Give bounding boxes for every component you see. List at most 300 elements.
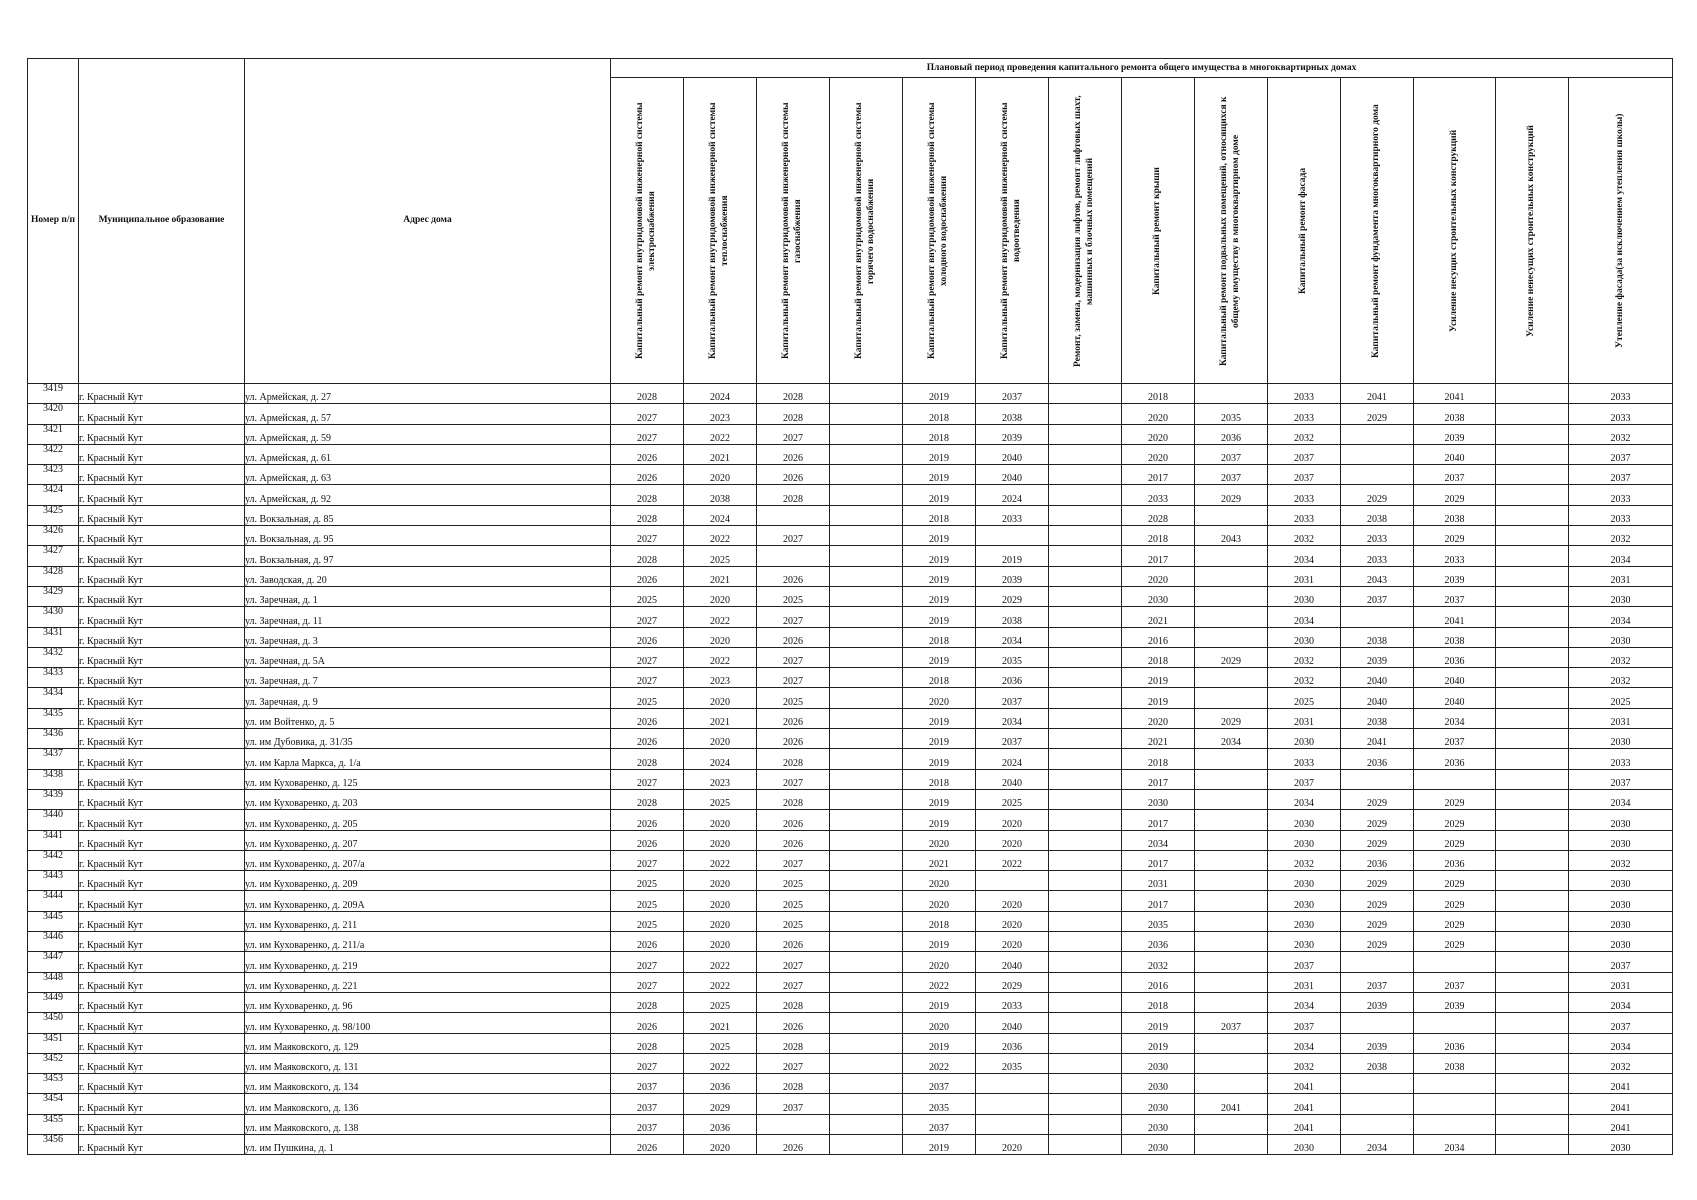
row-year-cell: 2037 — [1195, 444, 1268, 464]
row-year-cell — [1496, 424, 1569, 444]
row-year-cell — [1049, 1074, 1122, 1094]
row-year-cell — [1496, 1094, 1569, 1114]
row-year-cell: 2037 — [1268, 952, 1341, 972]
row-year-cell: 2017 — [1122, 465, 1195, 485]
row-year-cell: 2032 — [1268, 668, 1341, 688]
table-row — [28, 972, 1673, 992]
row-year-cell: 2034 — [976, 627, 1049, 647]
row-year-cell: 2037 — [1414, 972, 1496, 992]
row-year-cell: 2030 — [1268, 586, 1341, 606]
row-year-cell — [1195, 505, 1268, 525]
row-year-cell — [1049, 546, 1122, 566]
row-number: 3427 — [28, 546, 79, 566]
row-number: 3430 — [28, 607, 79, 627]
row-year-cell: 2022 — [684, 1053, 757, 1073]
row-year-cell: 2030 — [1268, 932, 1341, 952]
row-year-cell: 2029 — [1414, 871, 1496, 891]
row-address: ул. Заречная, д. 5А — [245, 647, 611, 667]
row-address: ул. Заречная, д. 9 — [245, 688, 611, 708]
row-year-cell: 2037 — [903, 1074, 976, 1094]
row-year-cell: 2043 — [1195, 526, 1268, 546]
table-row — [28, 729, 1673, 749]
row-year-cell: 2040 — [1414, 668, 1496, 688]
row-year-cell — [1049, 1053, 1122, 1073]
row-year-cell — [830, 627, 903, 647]
row-year-cell: 2022 — [903, 972, 976, 992]
row-year-cell: 2030 — [1122, 1053, 1195, 1073]
row-year-cell: 2028 — [757, 1033, 830, 1053]
row-year-cell: 2024 — [684, 505, 757, 525]
row-year-cell — [1195, 1074, 1268, 1094]
row-address: ул. им Куховаренко, д. 211 — [245, 911, 611, 931]
row-municipality: г. Красный Кут — [79, 607, 245, 627]
row-year-cell: 2037 — [1414, 729, 1496, 749]
row-year-cell: 2020 — [684, 932, 757, 952]
row-year-cell: 2038 — [1341, 1053, 1414, 1073]
row-year-cell: 2019 — [903, 647, 976, 667]
row-municipality: г. Красный Кут — [79, 972, 245, 992]
row-year-cell: 2029 — [976, 586, 1049, 606]
row-year-cell: 2036 — [1414, 647, 1496, 667]
row-year-cell — [830, 566, 903, 586]
row-year-cell: 2026 — [757, 932, 830, 952]
row-year-cell: 2027 — [611, 526, 684, 546]
row-year-cell — [1049, 566, 1122, 586]
row-year-cell: 2037 — [1414, 465, 1496, 485]
row-year-cell: 2027 — [757, 952, 830, 972]
row-year-cell: 2018 — [903, 627, 976, 647]
row-year-cell: 2029 — [1341, 830, 1414, 850]
row-municipality: г. Красный Кут — [79, 891, 245, 911]
row-year-cell: 2030 — [1122, 1114, 1195, 1134]
row-year-cell: 2029 — [1414, 789, 1496, 809]
header-work-6 — [976, 78, 1049, 384]
row-year-cell: 2038 — [976, 607, 1049, 627]
row-year-cell — [1496, 891, 1569, 911]
row-year-cell: 2030 — [1268, 891, 1341, 911]
row-year-cell — [830, 891, 903, 911]
row-year-cell — [1195, 850, 1268, 870]
row-year-cell: 2029 — [1414, 810, 1496, 830]
table-row — [28, 891, 1673, 911]
row-year-cell — [1496, 485, 1569, 505]
row-year-cell: 2037 — [976, 688, 1049, 708]
row-year-cell — [1496, 546, 1569, 566]
row-address: ул. им Куховаренко, д. 209 — [245, 871, 611, 891]
row-year-cell: 2017 — [1122, 769, 1195, 789]
row-year-cell: 2039 — [976, 566, 1049, 586]
row-year-cell: 2025 — [1268, 688, 1341, 708]
table-row — [28, 952, 1673, 972]
row-year-cell: 2033 — [976, 992, 1049, 1012]
row-number: 3425 — [28, 505, 79, 525]
row-year-cell: 2030 — [1122, 1074, 1195, 1094]
row-year-cell: 2034 — [1569, 546, 1673, 566]
row-number: 3443 — [28, 871, 79, 891]
row-year-cell: 2032 — [1268, 647, 1341, 667]
row-address: ул. им Куховаренко, д. 207 — [245, 830, 611, 850]
row-year-cell: 2027 — [611, 404, 684, 424]
row-year-cell: 2027 — [757, 850, 830, 870]
row-year-cell — [1496, 384, 1569, 404]
row-year-cell — [1496, 749, 1569, 769]
row-year-cell — [1341, 607, 1414, 627]
row-number: 3454 — [28, 1094, 79, 1114]
row-year-cell: 2036 — [684, 1114, 757, 1134]
row-year-cell — [830, 1013, 903, 1033]
row-year-cell: 2037 — [1268, 444, 1341, 464]
row-year-cell: 2025 — [757, 688, 830, 708]
row-year-cell — [1049, 992, 1122, 1012]
row-year-cell: 2028 — [757, 992, 830, 1012]
row-year-cell: 2031 — [1569, 708, 1673, 728]
row-municipality: г. Красный Кут — [79, 708, 245, 728]
table-row — [28, 1094, 1673, 1114]
row-year-cell: 2026 — [611, 465, 684, 485]
table-row — [28, 424, 1673, 444]
row-number: 3445 — [28, 911, 79, 931]
row-year-cell: 2030 — [1268, 627, 1341, 647]
row-number: 3436 — [28, 729, 79, 749]
row-year-cell: 2025 — [611, 586, 684, 606]
row-municipality: г. Красный Кут — [79, 871, 245, 891]
row-year-cell: 2025 — [684, 789, 757, 809]
row-year-cell: 2021 — [1122, 729, 1195, 749]
row-year-cell: 2037 — [1569, 1013, 1673, 1033]
row-year-cell: 2020 — [903, 1013, 976, 1033]
row-year-cell: 2019 — [903, 566, 976, 586]
row-year-cell: 2020 — [684, 627, 757, 647]
row-year-cell: 2033 — [1268, 485, 1341, 505]
row-municipality: г. Красный Кут — [79, 1053, 245, 1073]
row-year-cell — [1049, 688, 1122, 708]
row-year-cell — [1049, 749, 1122, 769]
row-year-cell: 2031 — [1268, 566, 1341, 586]
row-year-cell: 2029 — [684, 1094, 757, 1114]
row-year-cell: 2033 — [1268, 505, 1341, 525]
row-year-cell — [830, 384, 903, 404]
row-year-cell — [1049, 505, 1122, 525]
row-year-cell: 2036 — [1122, 932, 1195, 952]
row-year-cell: 2035 — [976, 647, 1049, 667]
row-year-cell: 2028 — [611, 1033, 684, 1053]
row-year-cell: 2031 — [1268, 972, 1341, 992]
row-municipality: г. Красный Кут — [79, 586, 245, 606]
row-year-cell: 2038 — [684, 485, 757, 505]
row-year-cell: 2036 — [1414, 1033, 1496, 1053]
row-year-cell — [1496, 1074, 1569, 1094]
row-year-cell: 2036 — [1195, 424, 1268, 444]
row-year-cell: 2018 — [903, 424, 976, 444]
row-year-cell — [1496, 505, 1569, 525]
row-year-cell: 2040 — [976, 444, 1049, 464]
row-year-cell: 2026 — [757, 729, 830, 749]
row-year-cell: 2028 — [611, 992, 684, 1012]
row-year-cell — [830, 505, 903, 525]
table-row — [28, 850, 1673, 870]
row-municipality: г. Красный Кут — [79, 749, 245, 769]
row-year-cell: 2037 — [1268, 465, 1341, 485]
row-year-cell: 2032 — [1122, 952, 1195, 972]
row-year-cell: 2018 — [1122, 526, 1195, 546]
row-address: ул. им Куховаренко, д. 207/а — [245, 850, 611, 870]
row-year-cell — [1049, 485, 1122, 505]
row-year-cell: 2025 — [976, 789, 1049, 809]
row-year-cell — [1496, 607, 1569, 627]
row-address: ул. им Куховаренко, д. 125 — [245, 769, 611, 789]
table-row — [28, 911, 1673, 931]
row-year-cell — [1195, 546, 1268, 566]
row-year-cell: 2030 — [1569, 586, 1673, 606]
row-year-cell: 2020 — [1122, 444, 1195, 464]
row-year-cell: 2020 — [684, 891, 757, 911]
row-year-cell — [1341, 465, 1414, 485]
row-year-cell: 2041 — [1268, 1094, 1341, 1114]
table-row — [28, 1013, 1673, 1033]
row-year-cell — [1049, 972, 1122, 992]
row-year-cell — [1496, 911, 1569, 931]
row-year-cell: 2017 — [1122, 850, 1195, 870]
row-year-cell: 2019 — [1122, 1013, 1195, 1033]
row-year-cell — [1195, 1053, 1268, 1073]
row-year-cell — [1496, 647, 1569, 667]
table-row — [28, 871, 1673, 891]
table-row — [28, 485, 1673, 505]
row-year-cell: 2025 — [684, 1033, 757, 1053]
row-address: ул. Заречная, д. 1 — [245, 586, 611, 606]
header-work-7 — [1049, 78, 1122, 384]
row-year-cell: 2027 — [611, 668, 684, 688]
row-year-cell — [1195, 952, 1268, 972]
row-year-cell — [830, 1134, 903, 1154]
row-year-cell: 2023 — [684, 769, 757, 789]
row-year-cell: 2037 — [1268, 1013, 1341, 1033]
row-year-cell — [1049, 871, 1122, 891]
row-year-cell: 2020 — [684, 1134, 757, 1154]
header-work-13 — [1496, 78, 1569, 384]
row-year-cell — [1195, 688, 1268, 708]
row-year-cell: 2029 — [1414, 891, 1496, 911]
row-year-cell: 2018 — [903, 769, 976, 789]
row-year-cell — [1414, 1094, 1496, 1114]
row-year-cell: 2037 — [1569, 444, 1673, 464]
row-municipality: г. Красный Кут — [79, 729, 245, 749]
table-row — [28, 546, 1673, 566]
header-work-label: Ремонт, замена, модернизация лифтов, ремонт лифтовых шахт, машинных и блочных помещений — [1073, 94, 1095, 367]
row-year-cell — [1049, 708, 1122, 728]
row-year-cell — [1049, 830, 1122, 850]
table-row — [28, 789, 1673, 809]
row-municipality: г. Красный Кут — [79, 1094, 245, 1114]
row-year-cell: 2030 — [1569, 627, 1673, 647]
row-address: ул. им Куховаренко, д. 219 — [245, 952, 611, 972]
row-year-cell: 2030 — [1569, 830, 1673, 850]
row-year-cell: 2030 — [1268, 810, 1341, 830]
row-number: 3432 — [28, 647, 79, 667]
row-year-cell: 2022 — [684, 972, 757, 992]
header-work-9 — [1195, 78, 1268, 384]
table-row — [28, 688, 1673, 708]
row-year-cell — [830, 1074, 903, 1094]
table-row — [28, 769, 1673, 789]
row-address: ул. Заречная, д. 3 — [245, 627, 611, 647]
row-year-cell: 2025 — [611, 871, 684, 891]
row-address: ул. Заводская, д. 20 — [245, 566, 611, 586]
row-year-cell: 2026 — [611, 444, 684, 464]
row-year-cell: 2019 — [903, 485, 976, 505]
row-year-cell: 2026 — [611, 810, 684, 830]
row-address: ул. Армейская, д. 61 — [245, 444, 611, 464]
row-year-cell: 2022 — [684, 607, 757, 627]
row-year-cell: 2027 — [611, 952, 684, 972]
row-year-cell: 2037 — [611, 1114, 684, 1134]
row-year-cell: 2032 — [1268, 850, 1341, 870]
row-year-cell: 2026 — [611, 627, 684, 647]
table-row — [28, 932, 1673, 952]
row-municipality: г. Красный Кут — [79, 911, 245, 931]
row-municipality: г. Красный Кут — [79, 566, 245, 586]
row-year-cell — [757, 505, 830, 525]
row-year-cell: 2041 — [1569, 1074, 1673, 1094]
row-year-cell: 2026 — [757, 566, 830, 586]
row-year-cell: 2034 — [1569, 607, 1673, 627]
row-year-cell — [1195, 891, 1268, 911]
row-year-cell: 2022 — [684, 424, 757, 444]
row-address: ул. Армейская, д. 27 — [245, 384, 611, 404]
row-year-cell: 2027 — [611, 607, 684, 627]
row-number: 3449 — [28, 992, 79, 1012]
row-year-cell — [830, 404, 903, 424]
row-number: 3456 — [28, 1134, 79, 1154]
row-year-cell: 2029 — [1341, 871, 1414, 891]
row-year-cell — [830, 932, 903, 952]
row-address: ул. им Куховаренко, д. 221 — [245, 972, 611, 992]
row-year-cell: 2029 — [1341, 911, 1414, 931]
row-municipality: г. Красный Кут — [79, 424, 245, 444]
row-year-cell — [1341, 1094, 1414, 1114]
row-year-cell: 2041 — [1195, 1094, 1268, 1114]
row-year-cell — [1341, 769, 1414, 789]
row-year-cell: 2020 — [903, 871, 976, 891]
row-year-cell: 2029 — [1414, 485, 1496, 505]
row-year-cell — [1195, 1033, 1268, 1053]
row-year-cell: 2035 — [1195, 404, 1268, 424]
row-year-cell: 2036 — [1414, 749, 1496, 769]
row-year-cell — [1049, 1013, 1122, 1033]
row-year-cell: 2027 — [757, 647, 830, 667]
header-work-11 — [1341, 78, 1414, 384]
row-year-cell: 2030 — [1268, 1134, 1341, 1154]
row-number: 3440 — [28, 810, 79, 830]
row-year-cell: 2026 — [757, 444, 830, 464]
row-year-cell: 2019 — [903, 1033, 976, 1053]
row-address: ул. им Маяковского, д. 138 — [245, 1114, 611, 1134]
row-year-cell: 2025 — [757, 586, 830, 606]
row-year-cell — [1195, 810, 1268, 830]
row-year-cell: 2031 — [1122, 871, 1195, 891]
row-year-cell: 2020 — [1122, 566, 1195, 586]
row-year-cell: 2018 — [903, 911, 976, 931]
row-number: 3447 — [28, 952, 79, 972]
table-row — [28, 444, 1673, 464]
header-work-10 — [1268, 78, 1341, 384]
table-row — [28, 566, 1673, 586]
header-address: Адрес дома — [245, 59, 611, 384]
row-year-cell: 2039 — [1341, 647, 1414, 667]
header-work-1 — [611, 78, 684, 384]
table-row — [28, 404, 1673, 424]
row-number: 3419 — [28, 384, 79, 404]
header-work-label: Капитальный ремонт внутридомовой инженерной системы холодного водоснабжения — [927, 102, 949, 359]
row-year-cell: 2019 — [903, 810, 976, 830]
row-year-cell — [757, 546, 830, 566]
row-number: 3453 — [28, 1074, 79, 1094]
row-year-cell: 2026 — [611, 729, 684, 749]
row-year-cell: 2023 — [684, 404, 757, 424]
row-year-cell: 2034 — [1122, 830, 1195, 850]
row-year-cell: 2036 — [976, 1033, 1049, 1053]
row-municipality: г. Красный Кут — [79, 485, 245, 505]
row-year-cell: 2040 — [1341, 668, 1414, 688]
row-number: 3439 — [28, 789, 79, 809]
row-year-cell: 2035 — [976, 1053, 1049, 1073]
row-year-cell — [1049, 526, 1122, 546]
row-year-cell: 2041 — [1268, 1114, 1341, 1134]
row-year-cell: 2035 — [903, 1094, 976, 1114]
row-year-cell: 2026 — [611, 830, 684, 850]
row-year-cell: 2019 — [903, 586, 976, 606]
row-year-cell: 2032 — [1268, 1053, 1341, 1073]
row-year-cell: 2027 — [757, 769, 830, 789]
row-year-cell: 2020 — [684, 871, 757, 891]
row-year-cell — [1496, 1114, 1569, 1134]
row-year-cell: 2021 — [1122, 607, 1195, 627]
row-year-cell — [1496, 688, 1569, 708]
row-year-cell — [1496, 708, 1569, 728]
row-year-cell: 2018 — [1122, 647, 1195, 667]
row-year-cell — [1496, 1033, 1569, 1053]
row-municipality: г. Красный Кут — [79, 668, 245, 688]
row-year-cell: 2020 — [903, 830, 976, 850]
row-year-cell: 2030 — [1569, 871, 1673, 891]
row-number: 3423 — [28, 465, 79, 485]
row-year-cell: 2032 — [1268, 526, 1341, 546]
row-municipality: г. Красный Кут — [79, 1013, 245, 1033]
row-year-cell: 2034 — [1414, 1134, 1496, 1154]
row-year-cell: 2034 — [1268, 992, 1341, 1012]
row-year-cell: 2020 — [976, 1134, 1049, 1154]
row-year-cell — [1049, 668, 1122, 688]
row-year-cell: 2016 — [1122, 627, 1195, 647]
table-row — [28, 505, 1673, 525]
row-municipality: г. Красный Кут — [79, 1114, 245, 1134]
row-number: 3437 — [28, 749, 79, 769]
row-year-cell: 2037 — [1341, 972, 1414, 992]
row-year-cell: 2034 — [976, 708, 1049, 728]
row-year-cell: 2028 — [611, 485, 684, 505]
row-number: 3428 — [28, 566, 79, 586]
row-year-cell: 2030 — [1569, 891, 1673, 911]
row-year-cell — [1414, 1114, 1496, 1134]
row-number: 3448 — [28, 972, 79, 992]
row-year-cell: 2022 — [684, 952, 757, 972]
row-year-cell: 2020 — [976, 911, 1049, 931]
row-year-cell: 2020 — [1122, 708, 1195, 728]
row-year-cell: 2037 — [1569, 465, 1673, 485]
row-year-cell: 2033 — [976, 505, 1049, 525]
row-year-cell: 2019 — [903, 992, 976, 1012]
row-year-cell — [976, 1074, 1049, 1094]
